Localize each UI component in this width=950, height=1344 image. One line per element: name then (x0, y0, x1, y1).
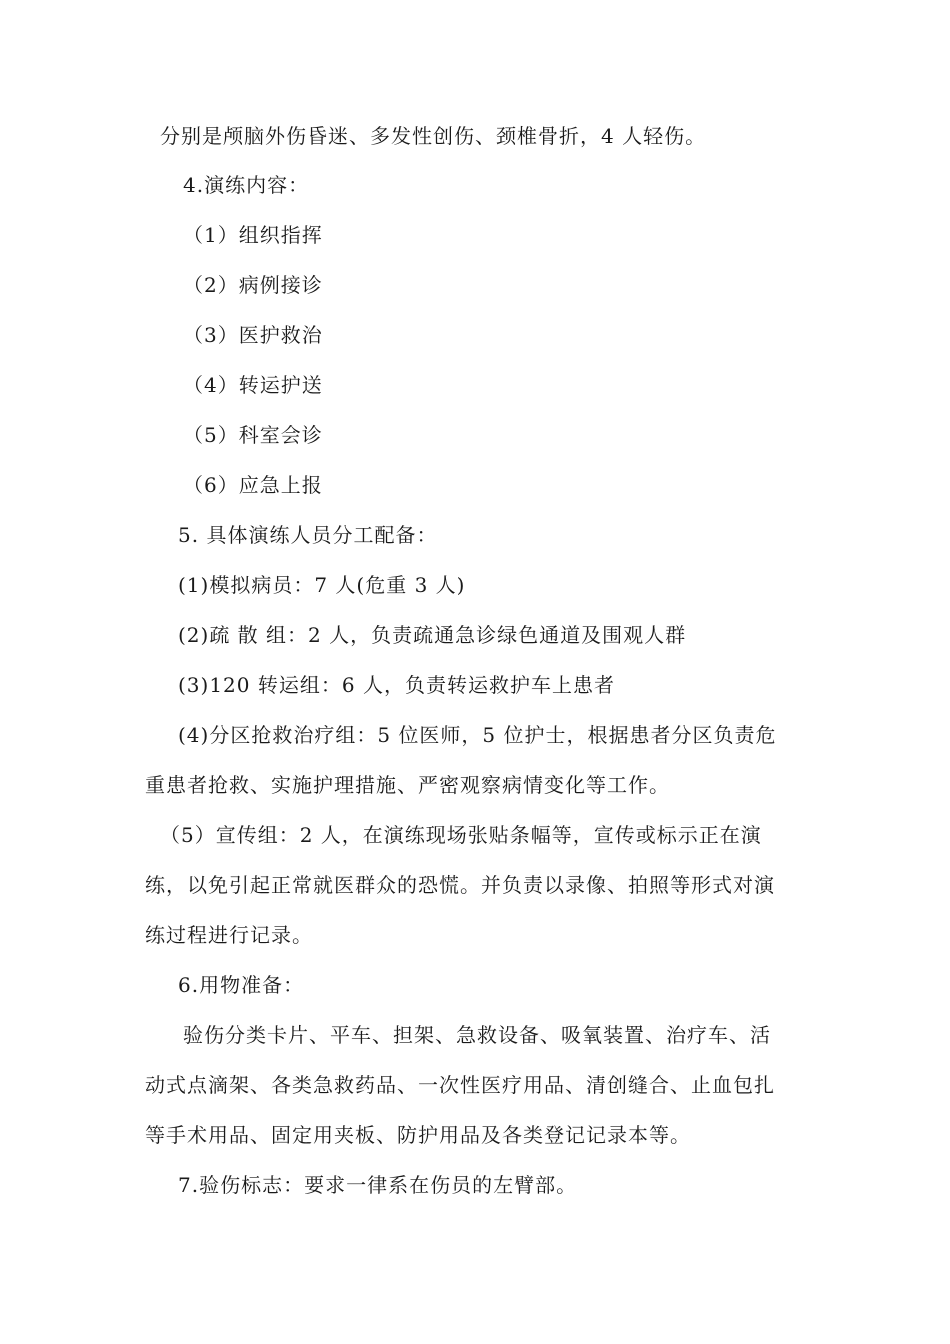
list-item: (4)分区抢救治疗组：5 位医师，5 位护士，根据患者分区负责危 (178, 723, 777, 747)
paragraph-line: 重患者抢救、实施护理措施、严密观察病情变化等工作。 (145, 773, 670, 797)
paragraph-line: 练，以免引起正常就医群众的恐慌。并负责以录像、拍照等形式对演 (145, 873, 775, 897)
list-item: （4）转运护送 (183, 373, 323, 397)
list-item: (1)模拟病员：7 人(危重 3 人) (178, 573, 466, 597)
section-heading-supplies: 6.用物准备： (178, 973, 305, 997)
list-item: (2)疏 散 组：2 人，负责疏通急诊绿色通道及围观人群 (178, 623, 687, 647)
list-item: (3)120 转运组：6 人，负责转运救护车上患者 (178, 673, 615, 697)
paragraph-line: 分别是颅脑外伤昏迷、多发性创伤、颈椎骨折，4 人轻伤。 (160, 124, 707, 148)
paragraph-line: 动式点滴架、各类急救药品、一次性医疗用品、清创缝合、止血包扎 (145, 1073, 775, 1097)
list-item: （2）病例接诊 (183, 273, 323, 297)
paragraph-line: 验伤分类卡片、平车、担架、急救设备、吸氧装置、治疗车、活 (183, 1023, 771, 1047)
section-heading-staff-assignment: 5. 具体演练人员分工配备： (178, 523, 438, 547)
list-item: （1）组织指挥 (183, 223, 323, 247)
section-heading-drill-content: 4.演练内容： (183, 173, 310, 197)
list-item: （5）宣传组：2 人，在演练现场张贴条幅等，宣传或标示正在演 (160, 823, 762, 847)
list-item: （6）应急上报 (183, 473, 323, 497)
paragraph-line: 练过程进行记录。 (145, 923, 313, 947)
list-item: （5）科室会诊 (183, 423, 323, 447)
section-heading-injury-marker: 7.验伤标志：要求一律系在伤员的左臂部。 (178, 1173, 578, 1197)
paragraph-line: 等手术用品、固定用夹板、防护用品及各类登记记录本等。 (145, 1123, 691, 1147)
list-item: （3）医护救治 (183, 323, 323, 347)
